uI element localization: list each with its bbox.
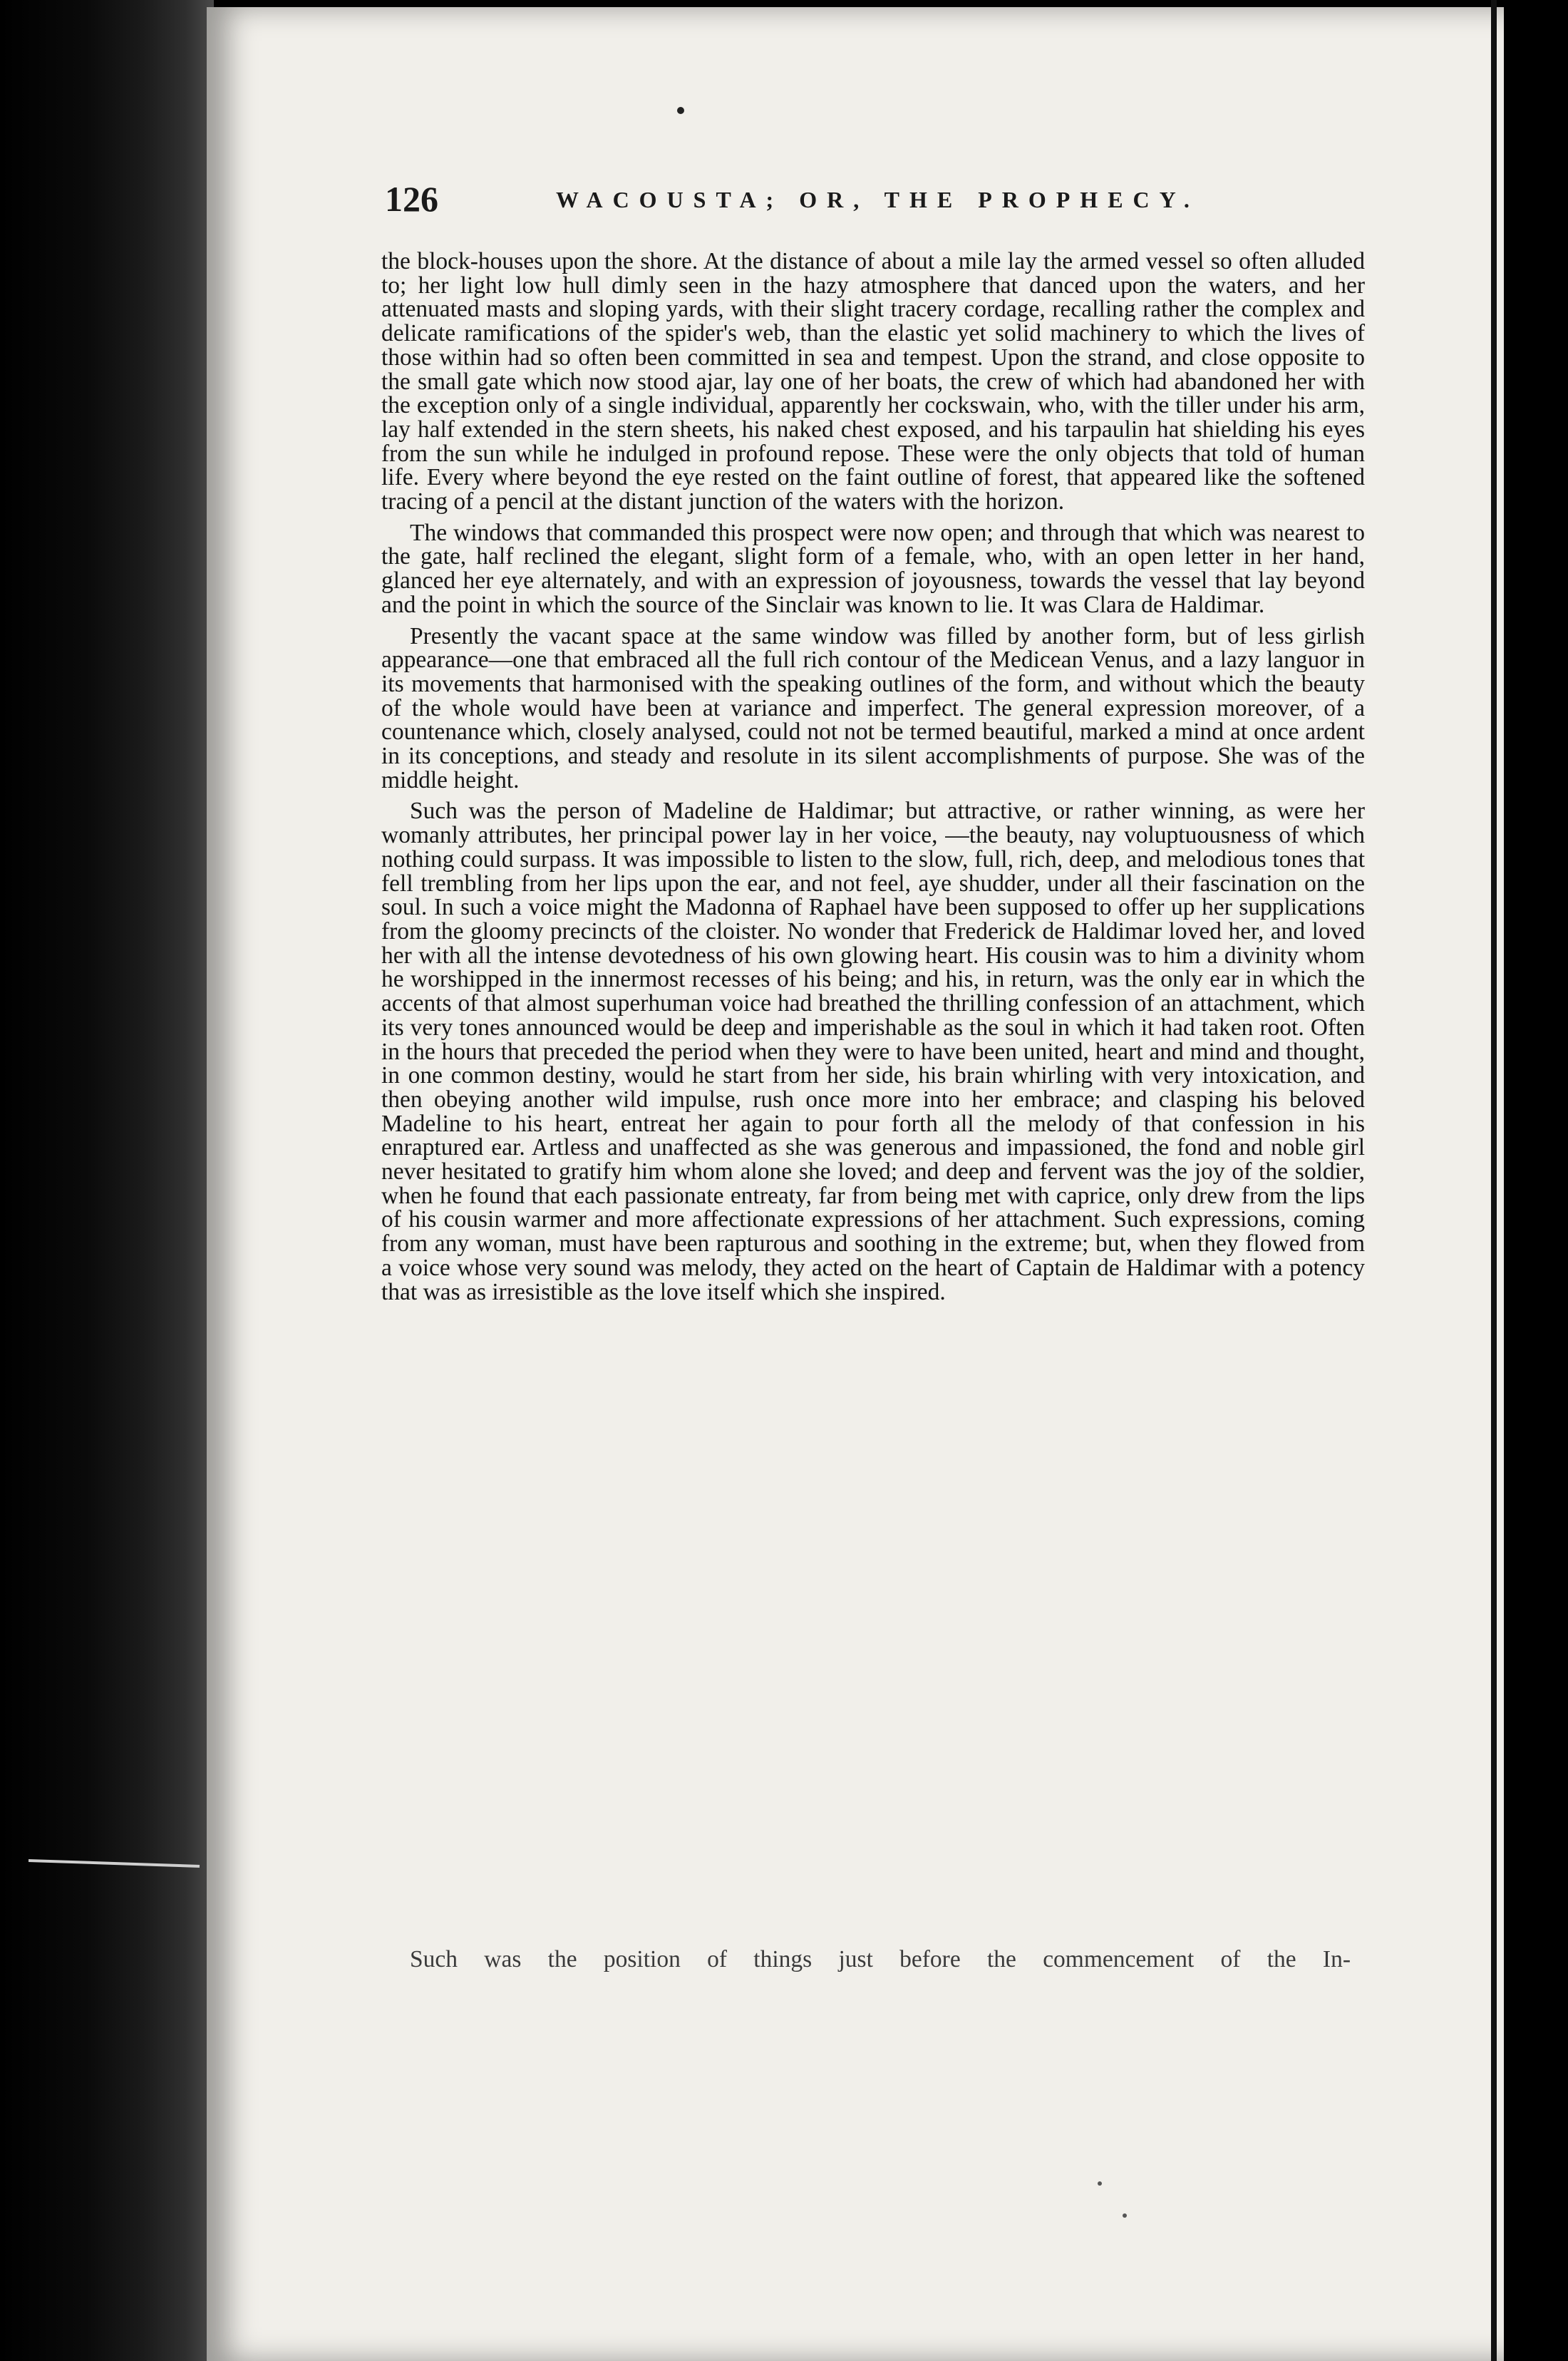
dust-speck bbox=[1098, 2181, 1102, 2186]
page-number: 126 bbox=[385, 179, 438, 219]
running-title: WACOUSTA; OR, THE PROPHECY. bbox=[556, 187, 1200, 212]
paragraph: Presently the vacant space at the same window was filled by another form, but of less girlish appearance—one that embraced all the full rich contour of the Medicean Venus, and a lazy languor in its movements that harmonised with the speaking outlines of the form, and without which the beauty of the whole would have been at variance and imperfect. The general expression moreover, of a countenance which, closely analysed, could not not be termed beautiful, marked a mind at once ardent in its conceptions, and steady and resolute in its silent accomplishments of purpose. She was of the middle height. bbox=[381, 622, 1365, 793]
paragraph: The windows that commanded this prospect were now open; and through that which was nearest to the gate, half reclined the elegant, slight form of a female, who, with an open letter in her hand, glanced her eye alternately, and with an expression of joyousness, towards the vessel that lay beyond and the point in which the source of the Sinclair was known to lie. It was Clara de Haldimar. bbox=[381, 519, 1365, 618]
scanner-border-right bbox=[1525, 0, 1568, 2361]
paragraph: Such was the person of Madeline de Haldimar; but attractive, or rather winning, as were her womanly attributes, her principal power lay in her voice, —the beauty, nay voluptuousness of which nothing could surpass. It was impossible to listen to the slow, full, rich, deep, and melodious tones that fell trembling from her lips upon the ear, and not feel, aye shudder, under all their fascination on the soul. In such a voice might the Madonna of Raphael have been supposed to offer up her supplications from the gloomy precincts of the cloister. No wonder that Frederick de Haldimar loved her, and loved her with all the intense devotedness of his own glowing heart. His cousin was to him a divinity whom he worshipped in the innermost recesses of his being; and his, in return, was the only ear in which the accents of that almost superhuman voice had breathed the thrilling confession of an attachment, which its very tones announced would be deep and imperishable as the soul in which it had taken root. Often in the hours that preceded the period when they were to have been united, heart and mind and thought, in one common destiny, would he start from her side, his brain whirling with very intoxication, and then obeying another wild impulse, rush once more into her embrace; and clasping his beloved Madeline to his heart, entreat her again to pour forth all the melody of that confession in his enraptured ear. Artless and unaffected as she was generous and impassioned, the fond and noble girl never hesitated to gratify him whom alone she loved; and deep and fervent was the joy of the soldier, when he found that each passionate entreaty, far from being met with caprice, only drew from the lips of his cousin warmer and more affectionate expressions of her attachment. Such expressions, coming from any woman, must have been rapturous and soothing in the extreme; but, when they flowed from a voice whose very sound was melody, they acted on the heart of Captain de Haldimar with a potency that was as irresistible as the love itself which she inspired. bbox=[381, 798, 1365, 1305]
margin-scratch-mark bbox=[29, 1846, 214, 1875]
paragraph: the block-houses upon the shore. At the distance of about a mile lay the armed vessel so often alluded to; her light low hull dimly seen in the hazy atmosphere that danced upon the waters, and her attenuated masts and sloping yards, with their slight tracery cordage, recalling rather the complex and delicate ramifications of the spider's web, than the elastic yet solid machinery to which the lives of those within had so often been committed in sea and tempest. Upon the strand, and close opposite to the small gate which now stood ajar, lay one of her boats, the crew of which had abandoned her with the exception only of a single individual, apparently her cockswain, who, with the tiller under his arm, lay half extended in the stern sheets, his naked chest exposed, and his tarpaulin hat shielding his eyes from the sun while he indulged in profound repose. These were the only objects that told of human life. Every where beyond the eye rested on the faint outline of forest, that appeared like the softened tracing of a pencil at the distant junction of the waters with the horizon. bbox=[381, 248, 1365, 515]
page-header bbox=[385, 178, 1354, 228]
ink-spot bbox=[677, 107, 684, 114]
scanner-border-left bbox=[0, 0, 214, 2361]
dust-speck bbox=[1123, 2213, 1127, 2218]
page-edge-shadow bbox=[1491, 0, 1497, 2361]
body-text bbox=[381, 250, 1365, 1304]
final-line: Such was the position of things just before the commencement of the In- bbox=[410, 1946, 1351, 1972]
